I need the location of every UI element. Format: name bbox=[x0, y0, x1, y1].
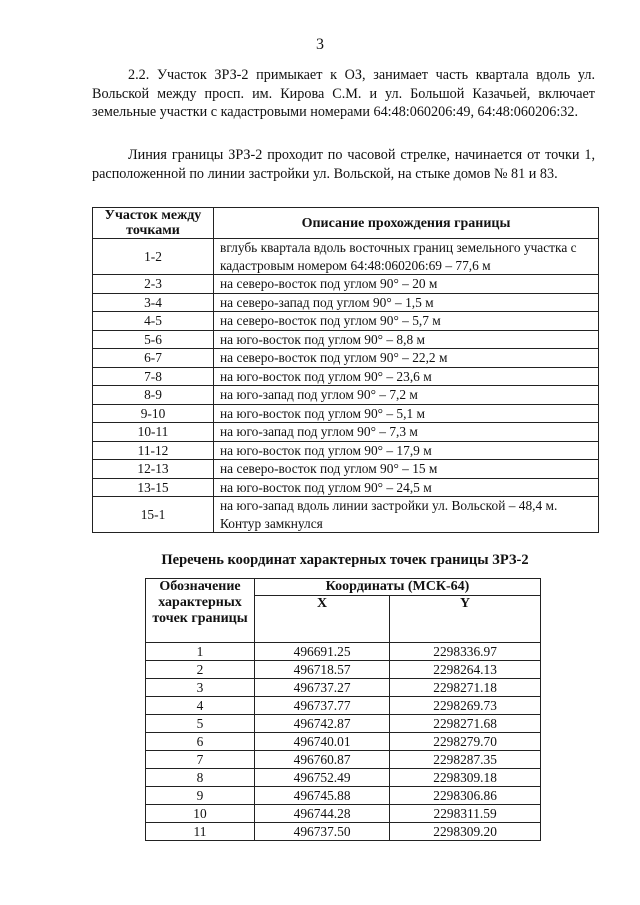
coord-x: 496691.25 bbox=[255, 643, 390, 661]
coord-y: 2298311.59 bbox=[390, 805, 541, 823]
table-row bbox=[93, 239, 599, 275]
table-row bbox=[93, 460, 599, 479]
table-row bbox=[93, 275, 599, 294]
table-row bbox=[93, 404, 599, 423]
segment-points: 5-6 bbox=[93, 330, 214, 349]
coord-x: 496744.28 bbox=[255, 805, 390, 823]
segment-points: 13-15 bbox=[93, 478, 214, 497]
page-number: 3 bbox=[316, 36, 324, 53]
paragraph-zrz2-location bbox=[92, 66, 595, 122]
coord-y: 2298306.86 bbox=[390, 787, 541, 805]
coord-y: 2298271.18 bbox=[390, 679, 541, 697]
table-row bbox=[93, 497, 599, 533]
table-row bbox=[93, 330, 599, 349]
header-points: Участок между точками bbox=[93, 208, 214, 239]
table-row bbox=[146, 679, 541, 697]
table-row bbox=[93, 312, 599, 331]
table-row bbox=[146, 751, 541, 769]
segment-description: на северо-восток под углом 90° – 5,7 м bbox=[214, 312, 599, 331]
table-row bbox=[146, 769, 541, 787]
header-description: Описание прохождения границы bbox=[214, 208, 599, 239]
segment-description: на юго-восток под углом 90° – 8,8 м bbox=[214, 330, 599, 349]
segment-description: на юго-запад под углом 90° – 7,3 м bbox=[214, 423, 599, 442]
paragraph-boundary-start bbox=[92, 146, 595, 183]
paragraph-1-text: 2.2. Участок ЗРЗ-2 примыкает к ОЗ, занимает часть квартала вдоль ул. Вольской между просп. им. Кирова С.М. и ул. Большой Казачьей, включает земельные участки с кадастровыми номерами 64:48:060206:49, 64:48:060206:32. bbox=[92, 67, 595, 121]
table-row bbox=[146, 697, 541, 715]
coord-point: 7 bbox=[146, 751, 255, 769]
coords-table bbox=[145, 578, 541, 841]
table-row bbox=[146, 643, 541, 661]
coord-y: 2298309.20 bbox=[390, 823, 541, 841]
table-row bbox=[146, 823, 541, 841]
table-row bbox=[93, 349, 599, 368]
table-row bbox=[93, 423, 599, 442]
table-row bbox=[146, 787, 541, 805]
table-row bbox=[93, 441, 599, 460]
coords-header-row-1 bbox=[146, 579, 541, 596]
segment-points: 4-5 bbox=[93, 312, 214, 331]
segment-description: на северо-восток под углом 90° – 15 м bbox=[214, 460, 599, 479]
segment-points: 9-10 bbox=[93, 404, 214, 423]
coord-point: 8 bbox=[146, 769, 255, 787]
header-designation: Обозначение характерных точек границы bbox=[146, 579, 255, 643]
segment-description: на юго-восток под углом 90° – 17,9 м bbox=[214, 441, 599, 460]
coord-x: 496740.01 bbox=[255, 733, 390, 751]
coord-x: 496742.87 bbox=[255, 715, 390, 733]
segment-points: 2-3 bbox=[93, 275, 214, 294]
header-x: X bbox=[255, 596, 390, 643]
segment-points: 6-7 bbox=[93, 349, 214, 368]
coord-y: 2298309.18 bbox=[390, 769, 541, 787]
coord-x: 496752.49 bbox=[255, 769, 390, 787]
segment-points: 15-1 bbox=[93, 497, 214, 533]
segment-description: на юго-восток под углом 90° – 5,1 м bbox=[214, 404, 599, 423]
segment-points: 7-8 bbox=[93, 367, 214, 386]
segment-points: 1-2 bbox=[93, 239, 214, 275]
segment-description: на северо-запад под углом 90° – 1,5 м bbox=[214, 293, 599, 312]
coord-y: 2298269.73 bbox=[390, 697, 541, 715]
segment-description: на юго-восток под углом 90° – 24,5 м bbox=[214, 478, 599, 497]
table-row bbox=[93, 478, 599, 497]
boundary-table bbox=[92, 207, 599, 533]
coord-x: 496745.88 bbox=[255, 787, 390, 805]
coord-point: 6 bbox=[146, 733, 255, 751]
boundary-table-header bbox=[93, 208, 599, 239]
coord-x: 496737.27 bbox=[255, 679, 390, 697]
paragraph-2-text: Линия границы ЗРЗ-2 проходит по часовой стрелке, начинается от точки 1, расположенной по линии застройки ул. Вольской, на стыке домов № 81 и 83. bbox=[92, 147, 595, 182]
coord-x: 496760.87 bbox=[255, 751, 390, 769]
coord-point: 10 bbox=[146, 805, 255, 823]
coord-y: 2298271.68 bbox=[390, 715, 541, 733]
coord-y: 2298336.97 bbox=[390, 643, 541, 661]
coord-x: 496737.50 bbox=[255, 823, 390, 841]
segment-description: на юго-запад вдоль линии застройки ул. Вольской – 48,4 м. Контур замкнулся bbox=[214, 497, 599, 533]
coord-point: 5 bbox=[146, 715, 255, 733]
coord-point: 3 bbox=[146, 679, 255, 697]
segment-points: 10-11 bbox=[93, 423, 214, 442]
table-row bbox=[93, 367, 599, 386]
header-y: Y bbox=[390, 596, 541, 643]
coord-y: 2298264.13 bbox=[390, 661, 541, 679]
table-row bbox=[146, 715, 541, 733]
boundary-table-body bbox=[93, 239, 599, 533]
coord-y: 2298287.35 bbox=[390, 751, 541, 769]
coords-table-body bbox=[146, 643, 541, 841]
coord-x: 496737.77 bbox=[255, 697, 390, 715]
coord-y: 2298279.70 bbox=[390, 733, 541, 751]
segment-description: на северо-восток под углом 90° – 22,2 м bbox=[214, 349, 599, 368]
segment-points: 11-12 bbox=[93, 441, 214, 460]
table-row bbox=[93, 386, 599, 405]
segment-description: на юго-запад под углом 90° – 7,2 м bbox=[214, 386, 599, 405]
table-row bbox=[93, 293, 599, 312]
table-row bbox=[146, 805, 541, 823]
table-row bbox=[146, 661, 541, 679]
table-row bbox=[146, 733, 541, 751]
coord-point: 9 bbox=[146, 787, 255, 805]
coord-point: 4 bbox=[146, 697, 255, 715]
coord-point: 11 bbox=[146, 823, 255, 841]
segment-points: 3-4 bbox=[93, 293, 214, 312]
coord-x: 496718.57 bbox=[255, 661, 390, 679]
coord-point: 2 bbox=[146, 661, 255, 679]
segment-description: на северо-восток под углом 90° – 20 м bbox=[214, 275, 599, 294]
segment-description: вглубь квартала вдоль восточных границ земельного участка с кадастровым номером 64:48:060206:69 – 77,6 м bbox=[214, 239, 599, 275]
segment-points: 12-13 bbox=[93, 460, 214, 479]
coords-table-title: Перечень координат характерных точек границы ЗРЗ-2 bbox=[161, 552, 529, 568]
header-coords: Координаты (МСК-64) bbox=[255, 579, 541, 596]
segment-points: 8-9 bbox=[93, 386, 214, 405]
coord-point: 1 bbox=[146, 643, 255, 661]
segment-description: на юго-восток под углом 90° – 23,6 м bbox=[214, 367, 599, 386]
